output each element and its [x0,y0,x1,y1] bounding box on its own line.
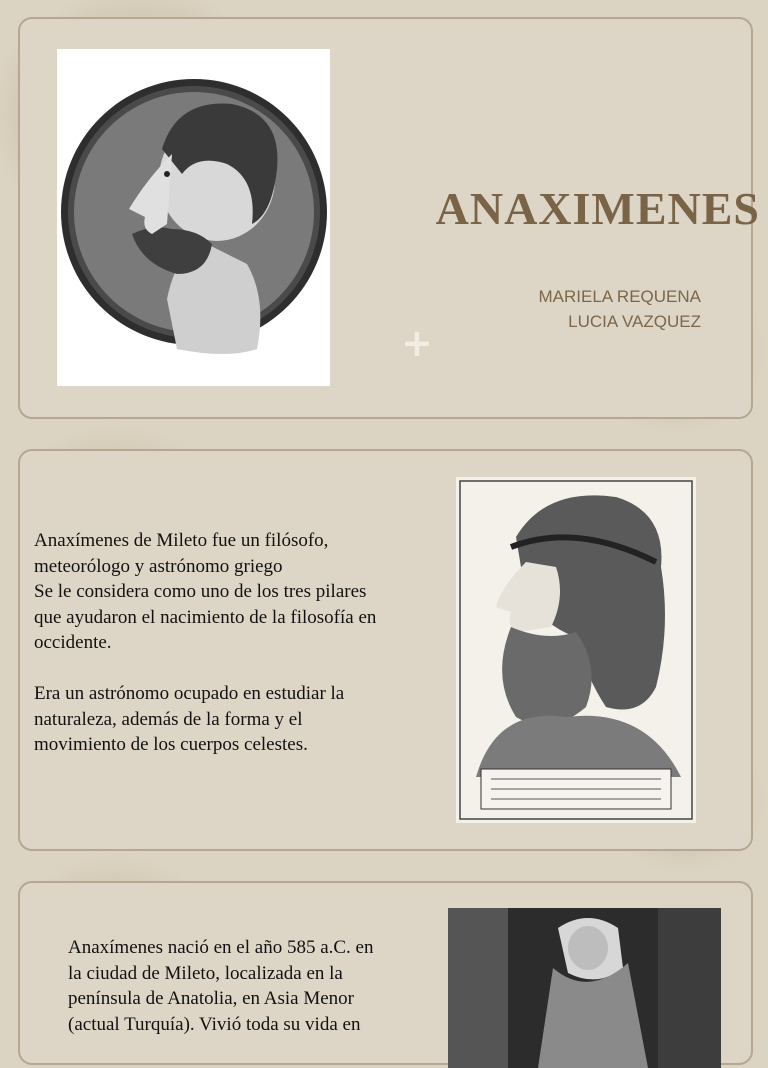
title-slide [18,17,760,419]
author-1: MARIELA REQUENA [538,287,701,306]
anaximenes-medallion-image [57,49,330,386]
intro-slide [18,449,753,851]
authors [539,284,702,334]
anaximenes-engraving-image [456,477,696,823]
text-line: Anaxímenes nació en el año 585 a.C. en [68,937,374,958]
anaximenes-painting-image [448,908,721,1068]
text-line: que ayudaron el nacimiento de la filosofía en [34,606,377,628]
text-line: Anaxímenes de Mileto fue un filósofo, [34,530,329,551]
text-line: (actual Turquía). Vivió toda su vida en [68,1013,361,1035]
text-line: Era un astrónomo ocupado en estudiar la [34,683,345,704]
intro-text [34,528,434,758]
plus-icon: + [401,321,433,365]
text-line: movimiento de los cuerpos celestes. [34,734,308,755]
author-2: LUCIA VAZQUEZ [568,312,701,331]
text-line: península de Anatolia, en Asia Menor [68,988,354,1009]
biography-slide [18,881,753,1065]
biography-text [68,935,428,1037]
text-line: occidente. [34,632,112,653]
text-line: Se le considera como uno de los tres pilares [34,581,367,602]
text-line: naturaleza, además de la forma y el [34,708,303,730]
text-line: meteorólogo y astrónomo griego [34,555,283,577]
slide-title: ANAXIMENES [435,183,760,234]
text-line: la ciudad de Mileto, localizada en la [68,962,343,984]
